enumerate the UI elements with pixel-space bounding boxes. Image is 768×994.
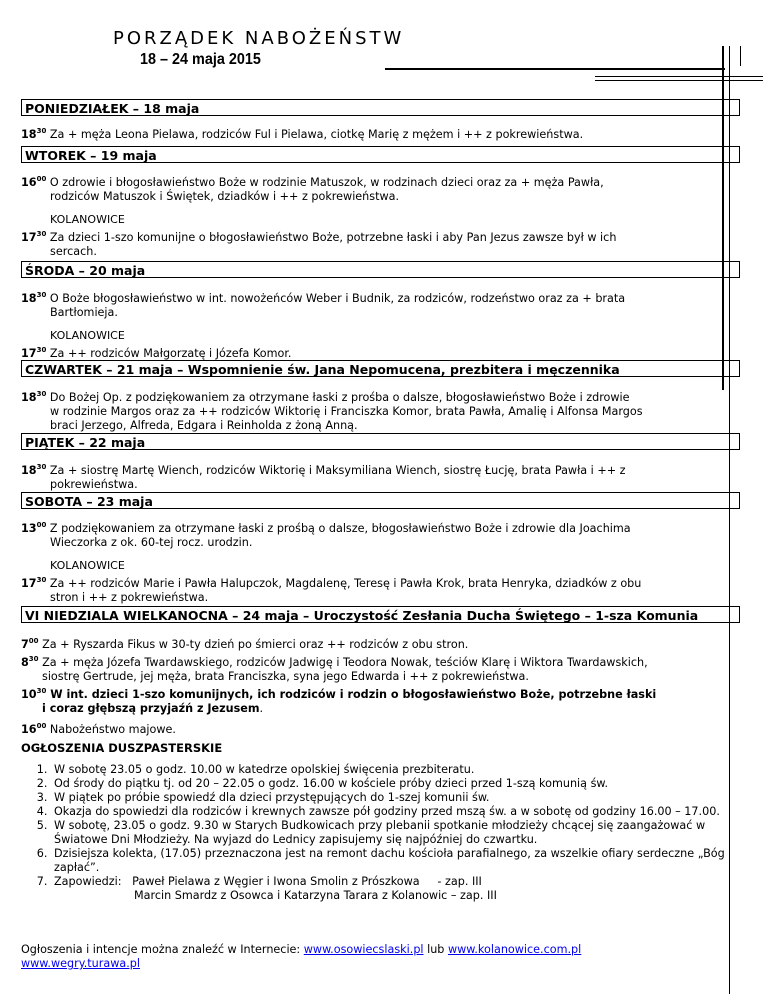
location-label: KOLANOWICE [50, 559, 125, 572]
link-kolanowice[interactable]: www.kolanowice.com.pl [447, 943, 582, 956]
location-label: KOLANOWICE [50, 329, 125, 342]
list-item: 4. Okazja do spowiedzi dla rodziców i krewnych zawsze pół godziny przed mszą św. a w sobotę od godziny 16.00 – 17.00. [51, 805, 761, 819]
margin-line-1 [722, 46, 724, 390]
mass-entry: $17^{30}$ Za dzieci 1-szo komunijne o błogosławieństwo Boże, potrzebne łaski i aby Pan Jezus zawsze był w ich sercach. [21, 230, 617, 258]
mass-entry: $16^{00}$ Nabożeństwo majowe. [21, 722, 176, 736]
list-item: 2. Od środy do piątku tj. od 20 – 22.05 o godz. 16.00 w kościele próby dzieci przed 1-szą komunią św. [51, 777, 761, 791]
list-item: 3. W piątek po próbie spowiedź dla dzieci przystępujących do 1-szej komunii św. [51, 791, 761, 805]
day-heading-thursday: CZWARTEK – 21 maja – Wspomnienie św. Jana Nepomucena, prezbitera i męczennika [21, 360, 740, 377]
header-line-1 [595, 76, 763, 77]
mass-entry: $18^{30}$ O Boże błogosławieństwo w int. nowożeńców Weber i Budnik, za rodziców, rodzeństwo oraz za + brata Bartłomieja. [21, 291, 626, 319]
list-item: 5. W sobotę, 23.05 o godz. 9.30 w Starych Budkowicach przy plebanii spotkanie młodzieży chcącej się zaangażować w Światowe Dni Młodzieży. Na wyjazd do Lednicy zapisujemy się najpóźniej do czwartku. [51, 819, 761, 847]
announcements-list [21, 763, 761, 903]
date-range: 18 – 24 maja 2015 [140, 51, 261, 68]
day-heading-tuesday: WTOREK – 19 maja [21, 146, 740, 163]
mass-entry: $17^{30}$ Za ++ rodziców Małgorzatę i Józefa Komor. [21, 346, 292, 360]
list-item: 7. Zapowiedzi: Paweł Pielawa z Węgier i Iwona Smolin z Prószkowa - zap. III Marcin Smardz z Osowca i Katarzyna Tarara z Kolanowic – zap. III [51, 875, 761, 903]
link-osowiec[interactable]: www.osowiecslaski.pl [303, 943, 424, 956]
day-heading-sunday: VI NIEDZIALA WIELKANOCNA – 24 maja – Uroczystość Zesłania Ducha Świętego – 1-sza Komunia [21, 606, 740, 623]
link-wegry[interactable]: www.wegry.turawa.pl [21, 957, 140, 970]
list-item: 1. W sobotę 23.05 o godz. 10.00 w katedrze opolskiej święcenia prezbiteratu. [51, 763, 761, 777]
day-heading-saturday: SOBOTA – 23 maja [21, 492, 740, 509]
mass-entry: $16^{00}$ O zdrowie i błogosławieństwo Boże w rodzinie Matuszok, w rodzinach dzieci oraz za + męża Pawła, rodziców Matuszok i Świętek, dziadków i ++ z pokrewieństwa. [21, 175, 604, 203]
footer: Ogłoszenia i intencje można znaleźć w Internecie: www.osowiecslaski.pl lub www.kolanowice.com.pl www.wegry.turawa.pl [21, 943, 582, 970]
announcements-heading: OGŁOSZENIA DUSZPASTERSKIE [21, 741, 223, 755]
margin-line-3 [740, 46, 741, 66]
list-item: 6. Dzisiejsza kolekta, (17.05) przeznaczona jest na remont dachu kościoła parafialnego, za wszelkie ofiary serdeczne „Bóg zapłać”. [51, 847, 761, 875]
mass-entry: $18^{30}$ Za + siostrę Martę Wiench, rodziców Wiktorię i Maksymiliana Wiench, siostrę Łucję, brata Pawła i ++ z pokrewieństwa. [21, 463, 626, 491]
mass-entry: $18^{30}$ Do Bożej Op. z podziękowaniem za otrzymane łaski z prośba o dalsze, błogosławieństwo Boże i zdrowie w rodzinie Margos oraz za ++ rodziców Wiktorię i Franciszka Komor, brata Pawła, Amalię i Alfonsa Margos braci Jerzego, Alfreda, Edgara i Reinholda z żoną Anną. [21, 390, 643, 432]
mass-entry: $13^{00}$ Z podziękowaniem za otrzymane łaski z prośbą o dalsze, błogosławieństwo Boże i zdrowie dla Joachima Wieczorka z ok. 60-tej rocz. urodzin. [21, 521, 631, 549]
day-heading-monday: PONIEDZIAŁEK – 18 maja [21, 99, 740, 116]
mass-entry: $7^{00}$ Za + Ryszarda Fikus w 30-ty dzień po śmierci oraz ++ rodziców z obu stron. $8^{30}$ Za + męża Józefa Twardawskiego, rodziców Jadwigę i Teodora Nowak, teściów Klarę i Wiktora Twardawskich, siostrę Gertrude, jej męża, brata Franciszka, syna jego Edwarda i ++ z pokrewieństwa. $10^{30}$ W int. dzieci 1-szo komunijnych, ich rodziców i rodzin o błogosławieństwo Boże, potrzebne łaski i coraz głębszą przyjaźń z Jezusem. [21, 637, 657, 715]
day-heading-friday: PIĄTEK – 22 maja [21, 433, 740, 450]
header-line-2 [595, 80, 763, 81]
page-title: PORZĄDEK NABOŻEŃSTW [113, 28, 405, 49]
location-label: KOLANOWICE [50, 213, 125, 226]
header-line-thick [385, 68, 725, 70]
mass-entry: $17^{30}$ Za ++ rodziców Marie i Pawła Halupczok, Magdalenę, Teresę i Pawła Krok, brata Henryka, dziadków z obu stron i ++ z pokrewieństwa. [21, 576, 642, 604]
day-heading-wednesday: ŚRODA – 20 maja [21, 261, 740, 278]
mass-entry: $18^{30}$ Za + męża Leona Pielawa, rodziców Ful i Pielawa, ciotkę Marię z mężem i ++ z pokrewieństwa. [21, 127, 584, 141]
